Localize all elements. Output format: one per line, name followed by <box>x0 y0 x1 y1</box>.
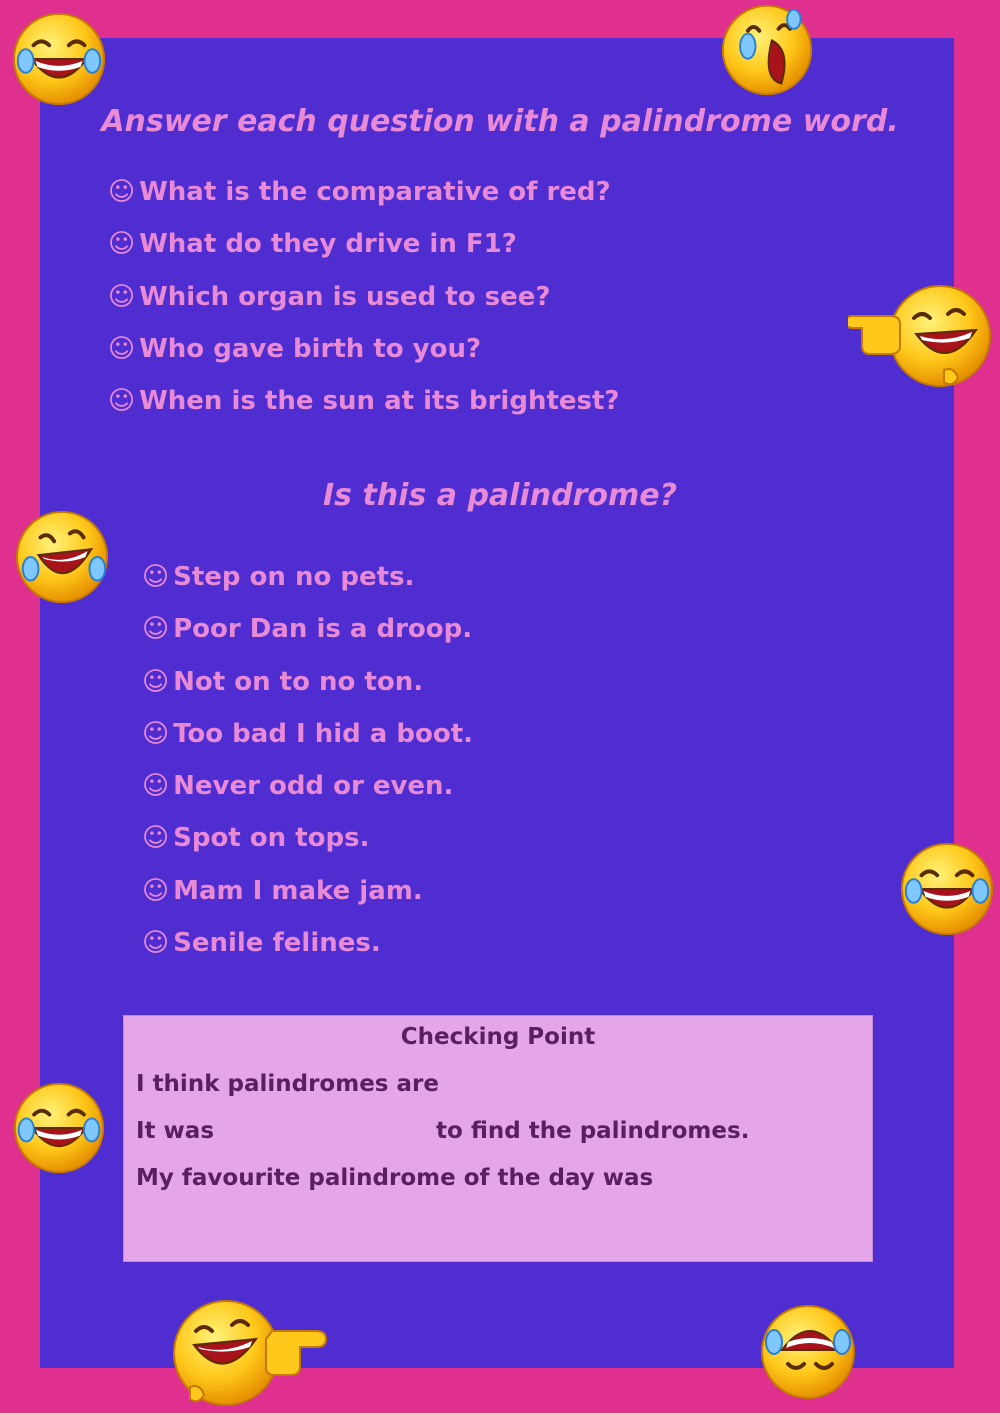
palindrome-item: ☺ Never odd or even. <box>142 771 454 802</box>
palindrome-heading: Is this a palindrome? <box>323 478 677 513</box>
checking-point-title: Checking Point <box>400 1024 596 1050</box>
palindrome-item: ☺ Step on no pets. <box>142 562 415 592</box>
laughing-emoji-icon <box>898 840 996 938</box>
palindrome-list <box>142 557 473 975</box>
reflection-line-2: It was to find the palindromes. <box>136 1118 750 1144</box>
question-item: ☺ Which organ is used to see? <box>108 281 551 312</box>
question-item: ☺ What do they drive in F1? <box>108 229 517 260</box>
laughing-emoji-icon <box>758 1302 858 1402</box>
smiley-bullet-icon: ☺ <box>142 614 170 645</box>
laughing-emoji-icon <box>10 10 108 108</box>
reflection-line-3: My favourite palindrome of the day was <box>136 1165 654 1191</box>
palindrome-item: ☺ Senile felines. <box>142 928 381 959</box>
laughing-emoji-icon <box>718 2 816 98</box>
question-item: ☺ When is the sun at its brightest? <box>108 386 620 417</box>
smiley-bullet-icon: ☺ <box>142 666 170 697</box>
smiley-bullet-icon: ☺ <box>108 333 136 364</box>
laughing-emoji-icon <box>12 508 112 606</box>
palindrome-item: ☺ Not on to no ton. <box>142 666 424 697</box>
pointing-laughing-emoji-icon <box>848 278 994 394</box>
laughing-emoji-icon <box>10 1080 108 1176</box>
questions-heading: Answer each question with a palindrome word. <box>101 104 899 139</box>
smiley-bullet-icon: ☺ <box>142 875 170 906</box>
smiley-bullet-icon: ☺ <box>142 928 170 959</box>
palindrome-item: ☺ Too bad I hid a boot. <box>142 718 474 749</box>
checking-point-box <box>123 1015 873 1262</box>
smiley-bullet-icon: ☺ <box>108 386 136 417</box>
smiley-bullet-icon: ☺ <box>108 229 136 260</box>
palindrome-item: ☺ Spot on tops. <box>142 823 370 854</box>
pointing-laughing-emoji-icon <box>170 1295 332 1411</box>
smiley-bullet-icon: ☺ <box>108 177 136 207</box>
questions-list <box>108 172 620 433</box>
smiley-bullet-icon: ☺ <box>142 823 170 854</box>
smiley-bullet-icon: ☺ <box>142 771 170 802</box>
palindrome-item: ☺ Poor Dan is a droop. <box>142 614 473 645</box>
smiley-bullet-icon: ☺ <box>108 281 136 312</box>
question-item: ☺ What is the comparative of red? <box>108 177 611 207</box>
palindrome-item: ☺ Mam I make jam. <box>142 875 423 906</box>
smiley-bullet-icon: ☺ <box>142 718 170 749</box>
reflection-line-1: I think palindromes are <box>136 1071 439 1097</box>
question-item: ☺ Who gave birth to you? <box>108 333 482 364</box>
smiley-bullet-icon: ☺ <box>142 562 170 592</box>
